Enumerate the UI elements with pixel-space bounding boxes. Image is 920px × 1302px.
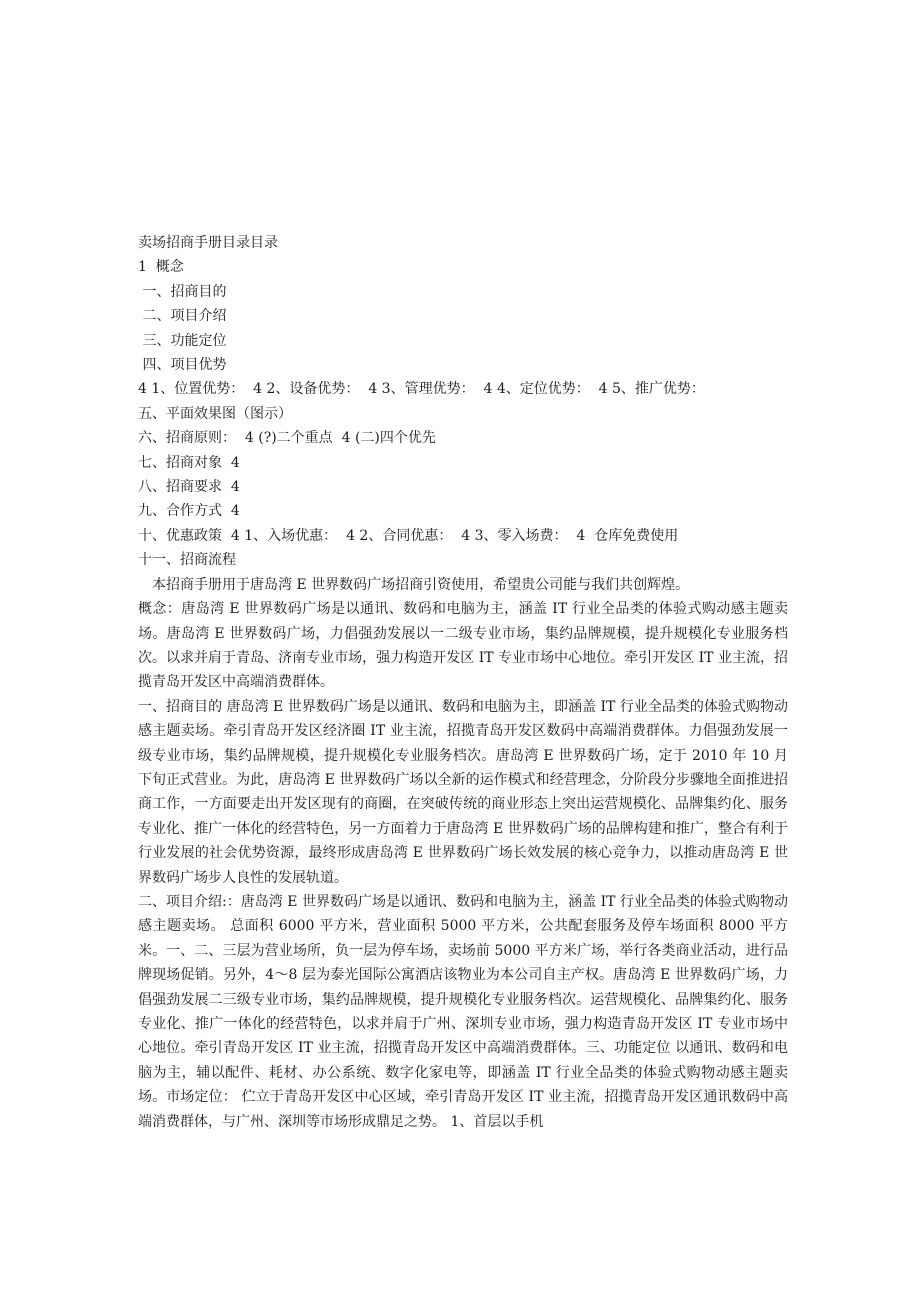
toc-entry: 三、功能定位: [138, 332, 227, 349]
toc-entry: 一、招商目的: [138, 283, 227, 300]
toc-entry: 九、合作方式 4: [138, 503, 240, 520]
document-body: [138, 231, 788, 1134]
toc-entry: 四、项目优势: [138, 357, 227, 374]
purpose-paragraph: 一、招商目的 唐岛湾 E 世界数码广场是以通讯、数码和电脑为主，即涵盖 IT 行业全品类的体验式购物动感主题卖场。牵引青岛开发区经济圈 IT 业主流，招揽青岛开发区数码中高端消费群体。力倡强劲发展一级专业市场，集约品牌规模，提升规模化专业服务档次。唐岛湾 E 世界数码广场，定于 2010 年 10 月下旬正式营业。为此，唐岛湾 E 世界数码广场以全新的运作模式和经营理念，分阶段分步骤地全面推进招商工作，一方面要走出开发区现有的商圈，在突破传统的商业形态上突出运营规模化、品牌集约化、服务专业化、推广一体化的经营特色，另一方面着力于唐岛湾 E 世界数码广场的品牌构建和推广，整合有利于行业发展的社会优势资源，最终形成唐岛湾 E 世界数码广场长效发展的核心竞争力，以推动唐岛湾 E 世界数码广场步人良性的发展轨道。: [138, 698, 788, 886]
toc-entry: 十一、招商流程: [138, 552, 236, 569]
toc-entry: 五、平面效果图（图示）: [138, 405, 292, 422]
toc-entry: 八、招商要求 4: [138, 479, 240, 496]
table-of-contents: [138, 255, 788, 572]
toc-entry: 二、项目介绍: [138, 308, 227, 325]
toc-entry: 十、优惠政策 4 1、入场优惠： 4 2、合同优惠： 4 3、零入场费： 4 仓库免费使用: [138, 527, 679, 544]
project-intro-paragraph: 二、项目介绍:：唐岛湾 E 世界数码广场是以通讯、数码和电脑为主，涵盖 IT 行业全品类的体验式购物动感主题卖场。 总面积 6000 平方米，营业面积 5000 平方米，公共配套服务及停车场面积 8000 平方米。一、二、三层为营业场所，负一层为停车场，卖场前 5000 平方米广场，举行各类商业活动，进行品牌现场促销。另外，4～8 层为泰光国际公寓酒店该物业为本公司自主产权。唐岛湾 E 世界数码广场，力倡强劲发展二三级专业市场，集约品牌规模，提升规模化专业服务档次。运营规模化、品牌集约化、服务专业化、推广一体化的经营特色，以求并肩于广州、深圳专业市场，强力构造青岛开发区 IT 专业市场中心地位。牵引青岛开发区 IT 业主流，招揽青岛开发区中高端消费群体。三、功能定位 以通讯、数码和电脑为主，辅以配件、耗材、办公系统、数字化家电等，即涵盖 IT 行业全品类的体验式购物动感主题卖场。市场定位： 伫立于青岛开发区中心区域，牵引青岛开发区 IT 业主流，招揽青岛开发区通讯数码中高端消费群体，与广州、深圳等市场形成鼎足之势。 1、首层以手机: [138, 893, 788, 1130]
toc-entry: 4 1、位置优势： 4 2、设备优势： 4 3、管理优势： 4 4、定位优势： 4 5、推广优势：: [138, 381, 705, 398]
intro-paragraph: 本招商手册用于唐岛湾 E 世界数码广场招商引资使用，希望贵公司能与我们共创辉煌。: [152, 576, 690, 593]
toc-entry: 六、招商原则： 4 (?)二个重点 4 (二)四个优先: [138, 430, 436, 447]
toc-title: 卖场招商手册目录目录: [138, 235, 278, 251]
toc-entry: 1 概念: [138, 259, 184, 276]
toc-entry: 七、招商对象 4: [138, 454, 240, 471]
concept-paragraph: 概念：唐岛湾 E 世界数码广场是以通讯、数码和电脑为主，涵盖 IT 行业全品类的体验式购动感主题卖场。唐岛湾 E 世界数码广场，力倡强劲发展以一二级专业市场，集约品牌规模，提升规模化专业服务档次。以求并肩于青岛、济南专业市场，强力构造开发区 IT 专业市场中心地位。牵引开发区 IT 业主流，招揽青岛开发区中高端消费群体。: [138, 601, 788, 691]
